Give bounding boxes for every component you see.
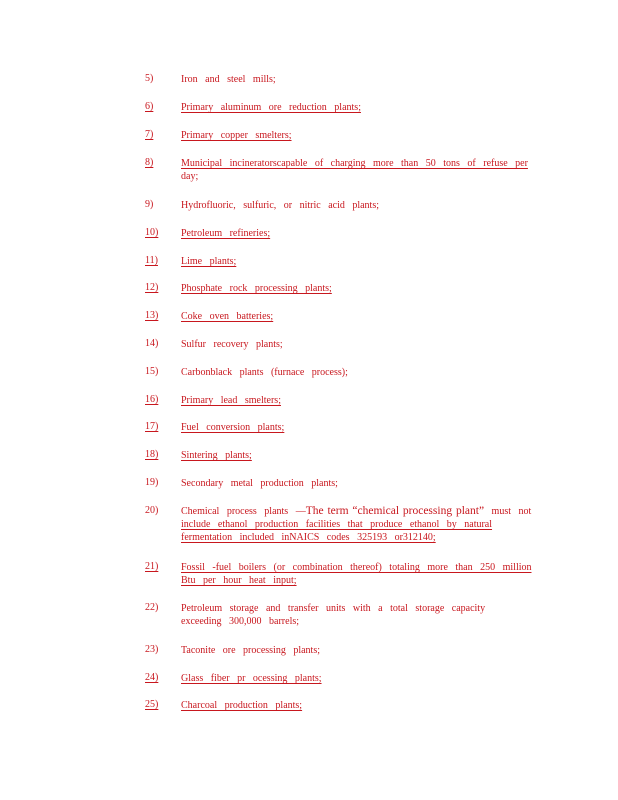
item-line: fermentation included inNAICS codes 325193 or312140;: [181, 532, 436, 543]
item-line: Carbonblack plants (furnace process);: [181, 367, 348, 378]
item-number: 7): [145, 129, 154, 140]
item-text: [181, 672, 551, 685]
item-number: 6): [145, 101, 154, 112]
item-text: [181, 73, 551, 86]
item-line: Primary copper smelters;: [181, 130, 292, 141]
item-text: [181, 199, 551, 212]
item-number: 10): [145, 227, 159, 238]
item-line: Primary lead smelters;: [181, 395, 281, 406]
item-number: 25): [145, 699, 159, 710]
item-line: Petroleum refineries;: [181, 228, 271, 239]
item-line: Municipal incineratorscapable of charging more than 50 tons of refuse per: [181, 158, 528, 169]
item-text: [181, 282, 551, 295]
item-number: 16): [145, 394, 159, 405]
item-text: [181, 421, 551, 434]
item-line: Secondary metal production plants;: [181, 478, 338, 489]
item-line: Petroleum storage and transfer units with a total storage capacity: [181, 603, 486, 614]
item-number: 20): [145, 505, 159, 516]
item-line: Primary aluminum ore reduction plants;: [181, 102, 361, 113]
item-number: 13): [145, 310, 159, 321]
item-text: [181, 449, 551, 462]
item-text: [181, 644, 551, 657]
item-text: [181, 505, 561, 544]
item-text: [181, 338, 551, 351]
item-line: Sulfur recovery plants;: [181, 339, 283, 350]
item-number: 5): [145, 73, 154, 84]
item-text: [181, 602, 551, 628]
item-number: 11): [145, 255, 158, 266]
item-text: [181, 129, 551, 142]
item-text: [181, 699, 551, 712]
item-line: Taconite ore processing plants;: [181, 645, 320, 656]
item-text: [181, 366, 551, 379]
item-line: Phosphate rock processing plants;: [181, 283, 332, 294]
item-number: 17): [145, 421, 159, 432]
item-text: [181, 157, 551, 183]
item-text: [181, 561, 561, 587]
item-text: [181, 227, 551, 240]
item-number: 12): [145, 282, 159, 293]
item-line: include ethanol production facilities that produce ethanol by natural: [181, 519, 493, 530]
item-line: Glass fiber pr ocessing plants;: [181, 673, 322, 684]
item-line: Fossil -fuel boilers (or combination thereof) totaling more than 250 million: [181, 562, 532, 573]
item-line: Hydrofluoric, sulfuric, or nitric acid plants;: [181, 200, 380, 211]
item-text: [181, 255, 551, 268]
item-line: Charcoal production plants;: [181, 700, 303, 711]
item-text: [181, 477, 551, 490]
item-number: 23): [145, 644, 159, 655]
item-line: Lime plants;: [181, 256, 237, 267]
item-number: 18): [145, 449, 159, 460]
item-number: 8): [145, 157, 154, 168]
item-line-emphasis: The term “chemical processing plant”: [305, 505, 485, 517]
item-line: Chemical process plants —: [181, 506, 306, 517]
item-number: 19): [145, 477, 159, 488]
item-line: Sintering plants;: [181, 450, 252, 461]
item-line: must not: [484, 506, 532, 517]
item-line: Btu per hour heat input;: [181, 575, 297, 586]
item-line: exceeding 300,000 barrels;: [181, 616, 300, 627]
item-text: [181, 394, 551, 407]
item-text: [181, 310, 551, 323]
item-line: Coke oven batteries;: [181, 311, 274, 322]
item-line: Fuel conversion plants;: [181, 422, 285, 433]
item-text: [181, 101, 551, 114]
item-number: 14): [145, 338, 159, 349]
item-line: Iron and steel mills;: [181, 74, 276, 85]
item-number: 15): [145, 366, 159, 377]
item-line: day;: [181, 171, 199, 182]
item-number: 22): [145, 602, 159, 613]
item-number: 24): [145, 672, 159, 683]
item-number: 9): [145, 199, 154, 210]
item-number: 21): [145, 561, 159, 572]
